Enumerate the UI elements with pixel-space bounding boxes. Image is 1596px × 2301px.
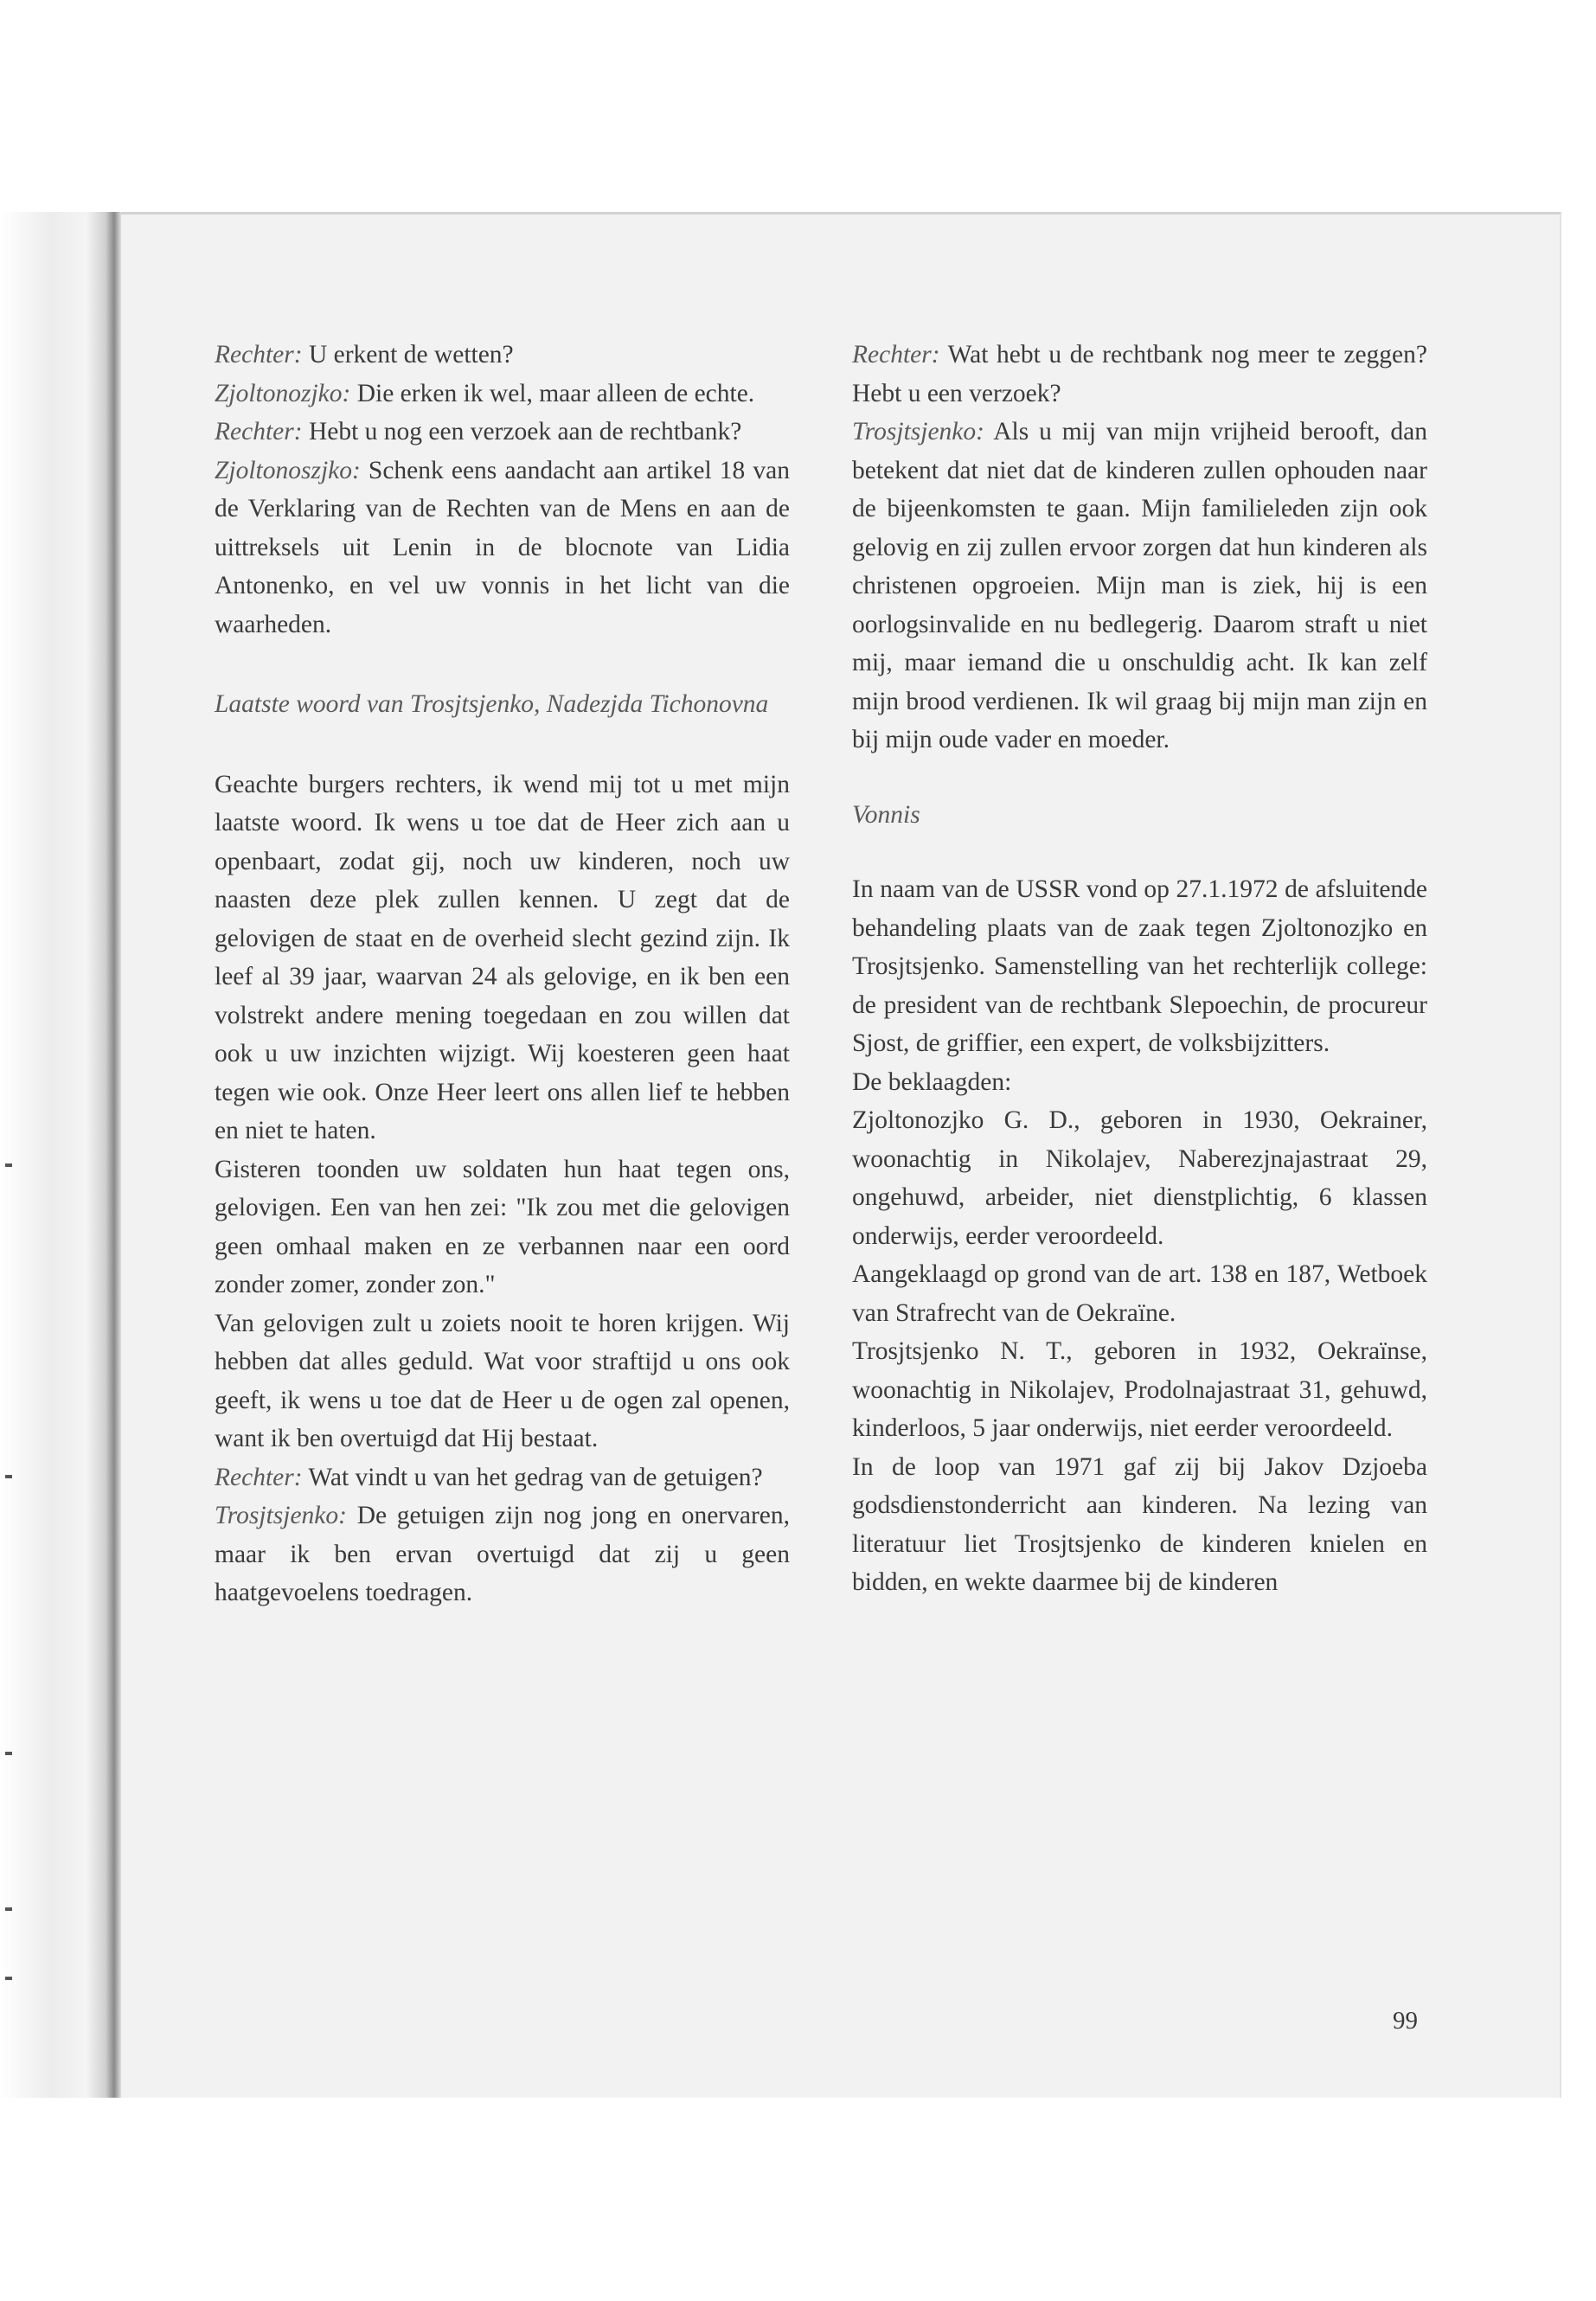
speaker-label: Rechter: — [852, 341, 940, 369]
dialogue-line — [852, 336, 1427, 413]
speaker-label: Trosjtsjenko: — [852, 418, 984, 445]
binding-mark — [5, 1163, 12, 1167]
spacer — [215, 724, 790, 766]
right-column — [852, 336, 1427, 1602]
book-page — [121, 212, 1561, 2098]
paragraph: Zjoltonozjko G. D., geboren in 1930, Oekrainer, woonachtig in Nikolajev, Naberezjnajastraat 29, ongehuwd, arbeider, niet dienstplichtig, 6 klassen onderwijs, eerder veroordeeld. — [852, 1106, 1427, 1250]
binding-mark — [5, 1752, 12, 1755]
dialogue-text: Die erken ik wel, maar alleen de echte. — [350, 379, 755, 407]
dialogue-line — [215, 375, 790, 413]
speaker-label: Zjoltonozjko: — [215, 379, 351, 407]
page-number: 99 — [1393, 2007, 1418, 2035]
spacer — [852, 760, 1427, 796]
speaker-label: Rechter: — [215, 341, 303, 369]
dialogue-line — [215, 1497, 790, 1612]
dialogue-text: U erkent de wetten? — [302, 341, 514, 369]
dialogue-text: Wat hebt u de rechtbank nog meer te zeggen? Hebt u een verzoek? — [852, 341, 1427, 407]
book-binding — [0, 212, 121, 2098]
paragraph: In naam van de USSR vond op 27.1.1972 de afsluitende behandeling plaats van de zaak tegen Zjoltonozjko en Trosjtsjenko. Samenstelling van het rechterlijk college: de president van de rechtbank Slepoechin, de procureur Sjost, de griffier, een expert, de volksbijzitters. — [852, 875, 1427, 1057]
dialogue-line — [215, 413, 790, 452]
dialogue-line — [215, 1458, 790, 1497]
binding-mark — [5, 1977, 12, 1980]
spacer — [215, 644, 790, 685]
paragraph: Geachte burgers rechters, ik wend mij tot u met mijn laatste woord. Ik wens u toe dat de Heer zich aan u openbaart, zodat gij, noch uw kinderen, noch uw naasten deze plek zullen kennen. U zegt dat de gelovigen de staat en de overheid slecht gezind zijn. Ik leef al 39 jaar, waarvan 24 als gelovige, en ik ben een volstrekt andere mening toegedaan en zou willen dat ook u uw inzichten wijzigt. Wij koesteren geen haat tegen wie ook. Onze Heer leert ons allen lief te hebben en niet te haten. — [215, 770, 790, 1144]
section-heading: Vonnis — [852, 800, 920, 829]
paragraph: Trosjtsjenko N. T., geboren in 1932, Oekraïnse, woonachtig in Nikolajev, Prodolnajastraat 31, gehuwd, kinderloos, 5 jaar onderwijs, niet eerder veroordeeld. — [852, 1337, 1427, 1442]
dialogue-text: Wat vindt u van het gedrag van de getuigen? — [302, 1463, 763, 1491]
paragraph: De beklaagden: — [852, 1067, 1012, 1096]
paragraph: Aangeklaagd op grond van de art. 138 en 187, Wetboek van Strafrecht van de Oekraïne. — [852, 1260, 1427, 1327]
dialogue-text: Als u mij van mijn vrijheid berooft, dan betekent dat niet dat de kinderen zullen ophouden naar de bijeenkomsten te gaan. Mijn familieleden zijn ook gelovig en zij zullen ervoor zorgen dat hun kinderen als christenen opgroeien. Mijn man is ziek, hij is een oorlogsinvalide en nu bedlegerig. Daarom straft u niet mij, maar iemand die u onschuldig acht. Ik kan zelf mijn brood verdienen. Ik wil graag bij mijn man zijn en bij mijn oude vader en moeder. — [852, 418, 1427, 753]
section-heading: Laatste woord van Trosjtsjenko, Nadezjda Tichonovna — [215, 690, 769, 718]
binding-mark — [5, 1475, 12, 1478]
dialogue-line — [215, 452, 790, 644]
dialogue-line — [215, 336, 790, 375]
spacer — [852, 834, 1427, 870]
binding-mark — [5, 1907, 12, 1911]
speaker-label: Zjoltonoszjko: — [215, 456, 361, 484]
left-column — [215, 336, 790, 1612]
dialogue-line — [852, 413, 1427, 760]
dialogue-text: Hebt u nog een verzoek aan de rechtbank? — [302, 418, 742, 445]
paragraph: Gisteren toonden uw soldaten hun haat tegen ons, gelovigen. Een van hen zei: "Ik zou met die gelovigen geen omhaal maken en ze verbannen naar een oord zonder zomer, zonder zon." — [215, 1155, 790, 1298]
dialogue-text: Schenk eens aandacht aan artikel 18 van de Verklaring van de Rechten van de Mens en aan de uittreksels uit Lenin in de blocnote van Lidia Antonenko, en vel uw vonnis in het licht van die waarheden. — [215, 456, 790, 638]
speaker-label: Trosjtsjenko: — [215, 1502, 347, 1529]
speaker-label: Rechter: — [215, 418, 303, 445]
speaker-label: Rechter: — [215, 1463, 303, 1491]
dialogue-text: De getuigen zijn nog jong en onervaren, maar ik ben ervan overtuigd dat zij u geen haatgevoelens toedragen. — [215, 1502, 790, 1606]
paragraph: In de loop van 1971 gaf zij bij Jakov Dzjoeba godsdienstonderricht aan kinderen. Na lezing van literatuur liet Trosjtsjenko de kinderen knielen en bidden, en wekte daarmee bij de kinderen — [852, 1452, 1427, 1596]
paragraph: Van gelovigen zult u zoiets nooit te horen krijgen. Wij hebben dat alles geduld. Wat voor straftijd u ons ook geeft, ik wens u toe dat de Heer u de ogen zal openen, want ik ben overtuigd dat Hij bestaat. — [215, 1309, 790, 1452]
